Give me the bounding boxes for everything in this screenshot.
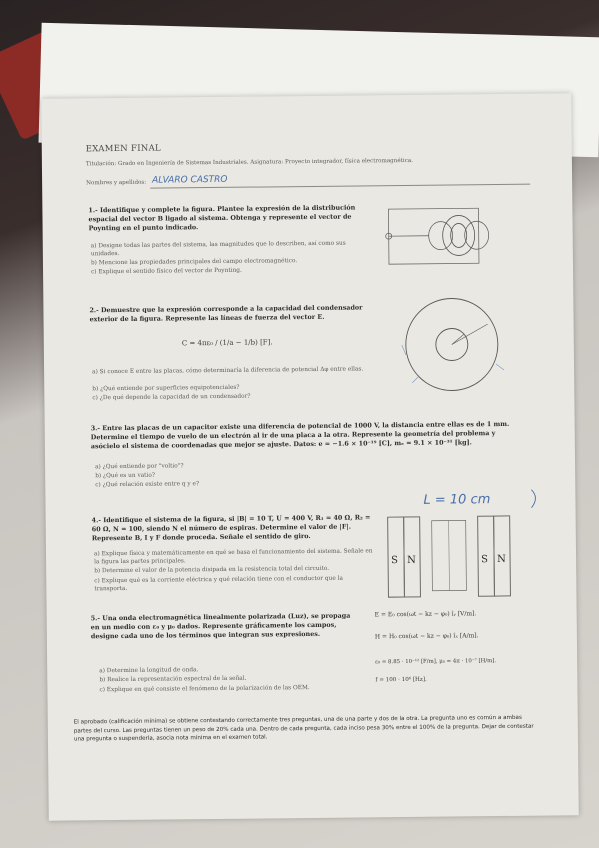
q3-item-b: b) ¿Qué es un vatio?	[95, 472, 155, 480]
footer-note: El aprobado (calificación mínima) se obtiene contestando correctamente tres preguntas, una de una parte y dos de la otra. La pregunta uno es común a ambas partes del curso. Las preguntas tienen un peso de 20% cada una. Dentro de cada pregunta, cada inciso pesa 30% entre el 100% de la pregunta. Dejar de contestar una pregunta o suspenderla, asocia nota mínima en el examen total.	[73, 714, 534, 743]
name-value: ALVARO CASTRO	[152, 174, 228, 186]
q5-eq-h: H = H₀ cos(ωt − kz − φ₀) îₓ [A/m].	[374, 632, 479, 641]
q5-item-a: a) Determine la longitud de onda.	[99, 667, 199, 675]
q5-eq-e: E = E₀ cos(ωt − kz − φ₀) îᵧ [V/m].	[374, 610, 477, 619]
q1-item-b: b) Mencione las propiedades principales del campo electromagnético.	[90, 258, 298, 267]
magnet-left-n: N	[407, 554, 416, 566]
q2-item-b: b) ¿Qué entiende por superficies equipotenciales?	[92, 384, 240, 393]
magnet-right-n: N	[497, 553, 506, 566]
q2-item-c: c) ¿De qué depende la capacidad de un condensador?	[92, 393, 251, 402]
q1-item-c: c) Explique el sentido físico del vector de Poynting.	[91, 267, 242, 276]
q1-heading: 1.- Identifique y complete la figura. Plantee la expresión de la distribución espacial del vector B ligado al sistema. Obtenga y represente el vector de Poynting en el punto indicado.	[88, 203, 356, 233]
q4-annotation: L = 10 cm	[423, 492, 491, 508]
q3-heading: 3.- Entre las placas de un capacitor existe una diferencia de potencial de 1000 V, la distancia entre ellas es de 1 mm. Determine el tiempo de vuelo de un electrón al ir de una placa a la otra. Represente la geometría del problema y asócielo el sistema de coordenadas que mejor se ajuste. Datos: e = −1.6 × 10⁻¹⁹ [C], mₑ = 9.1 × 10⁻³¹ [kg].	[90, 419, 510, 451]
q3-item-c: c) ¿Qué relación existe entre q y e?	[95, 481, 200, 489]
magnet-left-s: S	[391, 555, 399, 567]
q5-item-b: b) Realice la representación espectral de la señal.	[99, 675, 247, 684]
name-label: Nombres y apellidos:	[86, 179, 147, 187]
q2-item-a: a) Si conoce E entre las placas, cómo determinaría la diferencia de potencial Δφ entre ellas.	[92, 366, 364, 376]
q1-figure	[378, 198, 527, 288]
exam-title: EXAMEN FINAL	[85, 143, 162, 155]
q4-item-a: a) Explique física y matemáticamente en qué se basa el funcionamiento del sistema. Señale en la figura las partes principales.	[93, 548, 373, 566]
q4-item-b: b) Determine el valor de la potencia disipada en la resistencia total del circuito.	[94, 565, 330, 575]
q2-heading: 2.- Demuestre que la expresión corresponde a la capacidad del condensador exterior de la figura. Represente las líneas de fuerza del vector E.	[89, 303, 363, 324]
q4-figure	[381, 486, 542, 603]
q4-heading: 4.- Identifique el sistema de la figura, si |B| = 10 T, U = 400 V, R₁ = 40 Ω, R₂ = 60 Ω, N = 100, siendo N el número de espiras. Determine el valor de |F|. Represente B, I y F donde proceda. Señale el sentido de giro.	[91, 513, 371, 543]
exam-sheet	[41, 93, 579, 821]
q4-item-c: c) Explique qué es la corriente eléctrica y qué relación tiene con el conductor que la transporta.	[94, 575, 343, 593]
q5-item-c: c) Explique en qué consiste el fenómeno de la polarización de las OEM.	[99, 685, 310, 694]
q5-constants: ε₀ = 8.85 · 10⁻¹² [F/m], μ₀ = 4π · 10⁻⁷ [H/m].	[375, 658, 497, 666]
q3-item-a: a) ¿Qué entiende por "voltio"?	[95, 463, 184, 471]
q5-frequency: f = 100 · 10⁶ [Hz].	[375, 676, 427, 684]
degree-line: Titulación: Grado en Ingeniería de Sistemas Industriales. Asignatura: Proyecto integrador, física electromagnética.	[85, 157, 413, 168]
q5-heading: 5.- Una onda electromagnética linealmente polarizada (Luz), se propaga en un medio con ε₀ y μ₀ dados. Represente gráficamente los campos, designe cada uno de los términos que integran sus expresiones.	[90, 611, 351, 641]
magnet-right-s: S	[481, 554, 489, 566]
q2-figure-spheres	[391, 294, 522, 395]
q2-formula: C = 4πε₀ / (1/a − 1/b) [F].	[181, 338, 273, 348]
q1-item-a: a) Designe todas las partes del sistema, las magnitudes que lo describen, así como sus unidades.	[90, 240, 346, 258]
